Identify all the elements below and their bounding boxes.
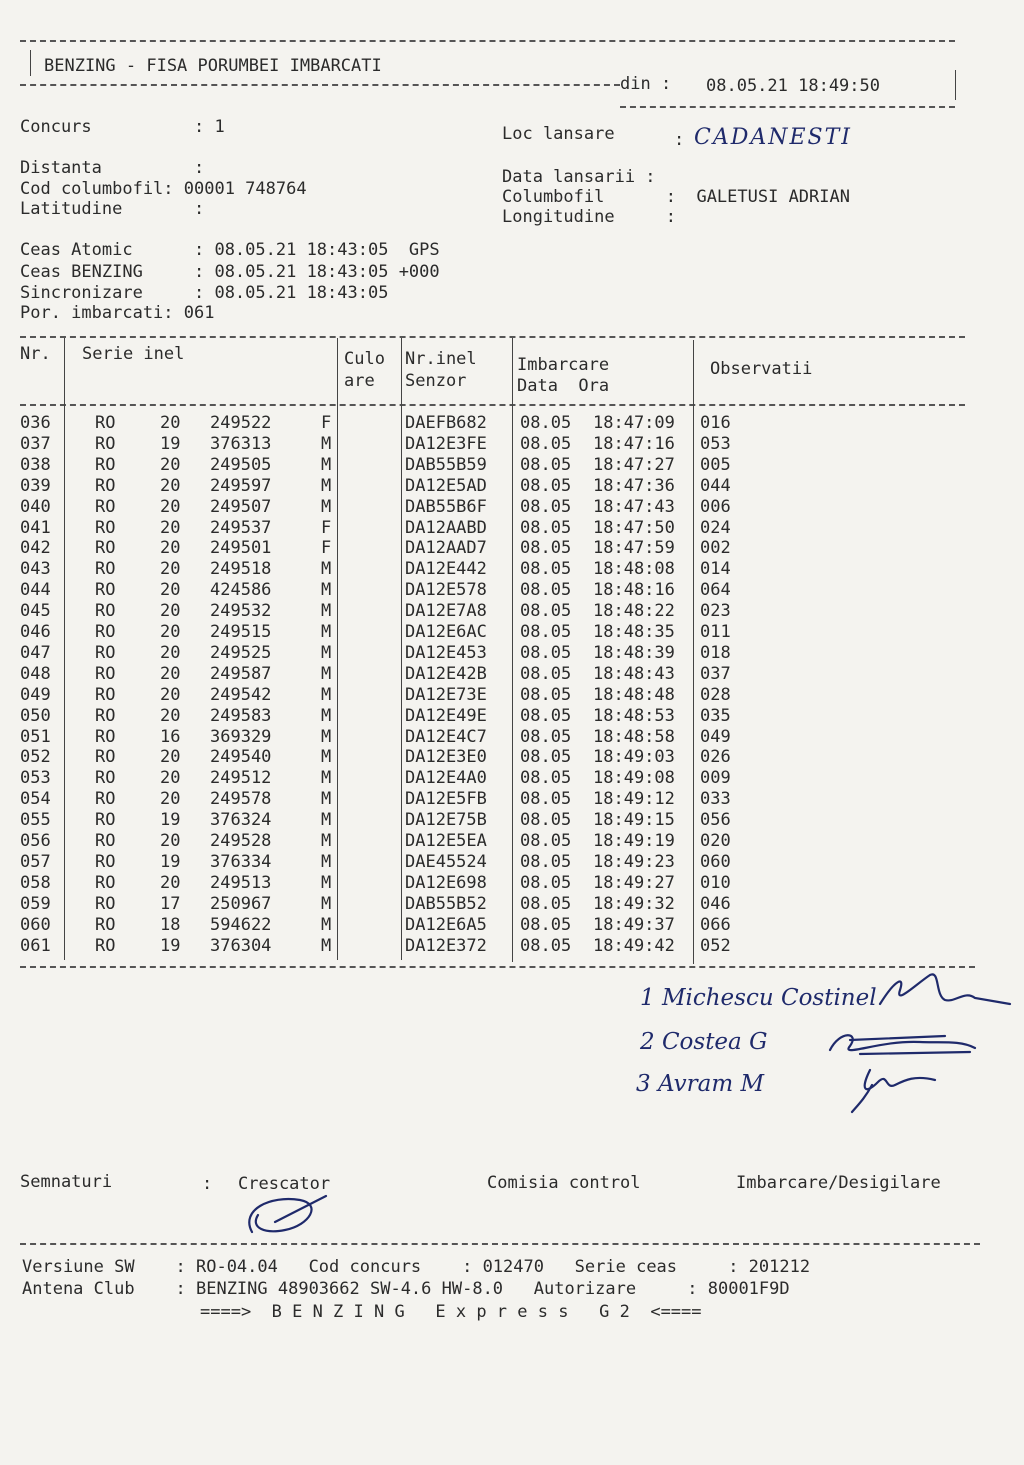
row-ring: 249518 xyxy=(210,559,272,580)
row-nr: 037 xyxy=(20,433,51,454)
ceas-atomic-line: Ceas Atomic : 08.05.21 18:43:05 GPS xyxy=(20,240,440,260)
row-sensor: DA12E49E xyxy=(405,705,487,726)
row-date: 08.05 xyxy=(520,413,572,433)
row-sensor: DA12E7A8 xyxy=(405,601,487,622)
row-year: 20 xyxy=(160,496,181,517)
row-time: 18:48:22 xyxy=(593,601,675,622)
row-time: 18:48:35 xyxy=(593,622,675,642)
row-observation: 066 xyxy=(700,914,731,935)
row-observation: 020 xyxy=(700,831,731,851)
row-sex: M xyxy=(321,642,332,663)
row-ring: 249540 xyxy=(210,747,272,768)
ceas-benzing-line: Ceas BENZING : 08.05.21 18:43:05 +000 xyxy=(20,262,440,282)
row-sensor: DA12E5AD xyxy=(405,475,487,496)
row-ring: 369329 xyxy=(210,726,272,747)
row-observation: 024 xyxy=(700,517,731,538)
row-date: 08.05 xyxy=(520,810,572,831)
row-year: 20 xyxy=(160,768,181,789)
row-sensor: DA12E4A0 xyxy=(405,768,487,789)
row-country: RO xyxy=(95,747,116,768)
row-ring: 249501 xyxy=(210,538,272,559)
row-sex: F xyxy=(321,413,332,433)
imbarcare-desigilare-label: Imbarcare/Desigilare xyxy=(736,1173,941,1193)
row-observation: 046 xyxy=(700,893,731,914)
row-observation: 014 xyxy=(700,559,731,580)
row-year: 20 xyxy=(160,413,181,433)
row-sex: M xyxy=(321,559,332,580)
row-ring: 249525 xyxy=(210,642,272,663)
row-country: RO xyxy=(95,475,116,496)
row-observation: 028 xyxy=(700,684,731,705)
row-date: 08.05 xyxy=(520,517,572,538)
row-date: 08.05 xyxy=(520,684,572,705)
row-sex: M xyxy=(321,684,332,705)
data-lansarii-line: Data lansarii : xyxy=(502,167,656,187)
row-country: RO xyxy=(95,517,116,538)
row-nr: 050 xyxy=(20,705,51,726)
row-observation: 018 xyxy=(700,642,731,663)
row-year: 20 xyxy=(160,789,181,810)
antena-line: Antena Club : BENZING 48903662 SW-4.6 HW-8.0 Autorizare : 80001F9D xyxy=(22,1279,790,1299)
row-country: RO xyxy=(95,705,116,726)
row-observation: 037 xyxy=(700,663,731,684)
row-nr: 047 xyxy=(20,642,51,663)
row-ring: 249522 xyxy=(210,413,272,433)
row-year: 20 xyxy=(160,475,181,496)
row-ring: 424586 xyxy=(210,580,272,601)
row-time: 18:47:43 xyxy=(593,496,675,517)
row-sensor: DA12E3E0 xyxy=(405,747,487,768)
row-date: 08.05 xyxy=(520,475,572,496)
row-date: 08.05 xyxy=(520,914,572,935)
loc-lansare-label: Loc lansare xyxy=(502,124,615,144)
row-year: 20 xyxy=(160,580,181,601)
row-nr: 036 xyxy=(20,413,51,433)
row-sex: M xyxy=(321,747,332,768)
row-date: 08.05 xyxy=(520,893,572,914)
semnaturi-label: Semnaturi xyxy=(20,1172,113,1192)
row-nr: 041 xyxy=(20,517,51,538)
row-time: 18:49:32 xyxy=(593,893,675,914)
row-country: RO xyxy=(95,872,116,893)
row-nr: 053 xyxy=(20,768,51,789)
row-date: 08.05 xyxy=(520,559,572,580)
row-time: 18:48:16 xyxy=(593,580,675,601)
row-country: RO xyxy=(95,413,116,433)
row-sensor: DA12E3FE xyxy=(405,433,487,454)
row-date: 08.05 xyxy=(520,496,572,517)
row-ring: 250967 xyxy=(210,893,272,914)
semnaturi-colon: : xyxy=(202,1174,213,1194)
col-senzor-header-2: Senzor xyxy=(405,371,467,391)
row-date: 08.05 xyxy=(520,601,572,622)
row-country: RO xyxy=(95,893,116,914)
crescator-label: Crescator xyxy=(238,1174,331,1194)
row-time: 18:48:39 xyxy=(593,642,675,663)
row-nr: 048 xyxy=(20,663,51,684)
row-time: 18:49:08 xyxy=(593,768,675,789)
cod-columbofil-line: Cod columbofil: 00001 748764 xyxy=(20,179,307,199)
row-year: 20 xyxy=(160,622,181,642)
row-country: RO xyxy=(95,789,116,810)
row-ring: 376313 xyxy=(210,433,272,454)
signature-2 xyxy=(830,1035,975,1054)
row-country: RO xyxy=(95,496,116,517)
row-observation: 009 xyxy=(700,768,731,789)
row-sensor: DA12AABD xyxy=(405,517,487,538)
row-observation: 026 xyxy=(700,747,731,768)
row-nr: 040 xyxy=(20,496,51,517)
row-nr: 049 xyxy=(20,684,51,705)
row-observation: 005 xyxy=(700,454,731,475)
comisia-control-label: Comisia control xyxy=(487,1173,641,1193)
row-country: RO xyxy=(95,935,116,956)
row-nr: 059 xyxy=(20,893,51,914)
row-sex: M xyxy=(321,705,332,726)
print-date-label: din : xyxy=(620,74,672,94)
row-country: RO xyxy=(95,433,116,454)
row-sex: M xyxy=(321,726,332,747)
row-ring: 249512 xyxy=(210,768,272,789)
row-sensor: DA12E75B xyxy=(405,810,487,831)
row-observation: 053 xyxy=(700,433,731,454)
row-time: 18:48:48 xyxy=(593,684,675,705)
row-time: 18:48:53 xyxy=(593,705,675,726)
row-year: 19 xyxy=(160,810,181,831)
row-ring: 249587 xyxy=(210,663,272,684)
row-sensor: DA12E698 xyxy=(405,872,487,893)
row-date: 08.05 xyxy=(520,747,572,768)
row-observation: 049 xyxy=(700,726,731,747)
row-observation: 056 xyxy=(700,810,731,831)
row-sensor: DA12E453 xyxy=(405,642,487,663)
row-date: 08.05 xyxy=(520,872,572,893)
row-sex: M xyxy=(321,810,332,831)
row-time: 18:49:37 xyxy=(593,914,675,935)
row-time: 18:47:59 xyxy=(593,538,675,559)
row-date: 08.05 xyxy=(520,622,572,642)
row-sensor: DA12E4C7 xyxy=(405,726,487,747)
row-nr: 045 xyxy=(20,601,51,622)
row-observation: 011 xyxy=(700,622,731,642)
sincronizare-line: Sincronizare : 08.05.21 18:43:05 xyxy=(20,283,389,303)
row-ring: 594622 xyxy=(210,914,272,935)
row-year: 19 xyxy=(160,935,181,956)
row-year: 20 xyxy=(160,831,181,851)
row-sensor: DA12E73E xyxy=(405,684,487,705)
row-time: 18:47:09 xyxy=(593,413,675,433)
row-nr: 044 xyxy=(20,580,51,601)
row-sex: M xyxy=(321,789,332,810)
row-date: 08.05 xyxy=(520,433,572,454)
row-nr: 058 xyxy=(20,872,51,893)
row-year: 17 xyxy=(160,893,181,914)
row-year: 20 xyxy=(160,663,181,684)
row-observation: 006 xyxy=(700,496,731,517)
commission-member-3: 3 Avram M xyxy=(636,1071,764,1097)
row-country: RO xyxy=(95,810,116,831)
row-date: 08.05 xyxy=(520,768,572,789)
row-ring: 249537 xyxy=(210,517,272,538)
row-sensor: DAB55B52 xyxy=(405,893,487,914)
row-ring: 249513 xyxy=(210,872,272,893)
row-ring: 249597 xyxy=(210,475,272,496)
col-culoare-header-2: are xyxy=(344,371,375,391)
row-ring: 249505 xyxy=(210,454,272,475)
row-sensor: DAB55B59 xyxy=(405,454,487,475)
concurs-line: Concurs : 1 xyxy=(20,117,225,137)
row-time: 18:49:12 xyxy=(593,789,675,810)
benzing-express-line: ====> B E N Z I N G E x p r e s s G 2 <==== xyxy=(200,1302,702,1322)
row-sex: M xyxy=(321,622,332,642)
row-time: 18:47:16 xyxy=(593,433,675,454)
row-year: 20 xyxy=(160,601,181,622)
row-sex: M xyxy=(321,475,332,496)
columbofil-line: Columbofil : GALETUSI ADRIAN xyxy=(502,187,850,207)
row-nr: 060 xyxy=(20,914,51,935)
row-nr: 057 xyxy=(20,851,51,872)
row-country: RO xyxy=(95,538,116,559)
row-year: 20 xyxy=(160,559,181,580)
row-country: RO xyxy=(95,622,116,642)
row-time: 18:49:23 xyxy=(593,851,675,872)
row-nr: 056 xyxy=(20,831,51,851)
row-nr: 046 xyxy=(20,622,51,642)
crescator-signature xyxy=(249,1196,326,1232)
row-sensor: DA12E5FB xyxy=(405,789,487,810)
col-imbarcare-header-2: Data Ora xyxy=(517,376,610,396)
row-country: RO xyxy=(95,768,116,789)
row-year: 20 xyxy=(160,705,181,726)
row-sex: M xyxy=(321,601,332,622)
row-year: 16 xyxy=(160,726,181,747)
row-date: 08.05 xyxy=(520,538,572,559)
row-country: RO xyxy=(95,642,116,663)
row-ring: 249532 xyxy=(210,601,272,622)
row-country: RO xyxy=(95,663,116,684)
row-sensor: DA12E5EA xyxy=(405,831,487,851)
row-sex: M xyxy=(321,914,332,935)
row-ring: 249507 xyxy=(210,496,272,517)
row-nr: 054 xyxy=(20,789,51,810)
row-date: 08.05 xyxy=(520,663,572,684)
row-year: 19 xyxy=(160,433,181,454)
row-nr: 038 xyxy=(20,454,51,475)
row-sex: M xyxy=(321,872,332,893)
row-country: RO xyxy=(95,851,116,872)
row-time: 18:48:43 xyxy=(593,663,675,684)
row-sex: M xyxy=(321,580,332,601)
row-ring: 249578 xyxy=(210,789,272,810)
loc-lansare-handwritten: CADANESTI xyxy=(694,125,852,150)
row-sensor: DA12E6A5 xyxy=(405,914,487,935)
row-time: 18:48:08 xyxy=(593,559,675,580)
row-date: 08.05 xyxy=(520,935,572,956)
row-ring: 249528 xyxy=(210,831,272,851)
signature-1 xyxy=(880,974,1010,1004)
print-date: 08.05.21 18:49:50 xyxy=(706,76,880,96)
row-time: 18:48:58 xyxy=(593,726,675,747)
row-sensor: DA12AAD7 xyxy=(405,538,487,559)
row-date: 08.05 xyxy=(520,851,572,872)
col-serie-header: Serie inel xyxy=(82,344,185,364)
distanta-line: Distanta : xyxy=(20,158,205,178)
row-date: 08.05 xyxy=(520,726,572,747)
row-observation: 052 xyxy=(700,935,731,956)
row-country: RO xyxy=(95,831,116,851)
commission-member-2: 2 Costea G xyxy=(640,1029,768,1055)
row-country: RO xyxy=(95,559,116,580)
col-culoare-header: Culo xyxy=(344,349,385,369)
row-observation: 016 xyxy=(700,413,731,433)
row-sex: M xyxy=(321,851,332,872)
row-ring: 376334 xyxy=(210,851,272,872)
row-date: 08.05 xyxy=(520,580,572,601)
row-country: RO xyxy=(95,914,116,935)
row-observation: 064 xyxy=(700,580,731,601)
row-observation: 023 xyxy=(700,601,731,622)
row-ring: 249542 xyxy=(210,684,272,705)
row-nr: 055 xyxy=(20,810,51,831)
row-year: 20 xyxy=(160,642,181,663)
row-year: 20 xyxy=(160,747,181,768)
row-time: 18:49:42 xyxy=(593,935,675,956)
row-sex: M xyxy=(321,935,332,956)
row-ring: 249515 xyxy=(210,622,272,642)
loc-lansare-colon: : xyxy=(674,130,685,150)
row-sensor: DA12E6AC xyxy=(405,622,487,642)
col-nr-header: Nr. xyxy=(20,344,51,364)
versiune-line: Versiune SW : RO-04.04 Cod concurs : 012470 Serie ceas : 201212 xyxy=(22,1257,811,1277)
row-year: 20 xyxy=(160,684,181,705)
row-time: 18:47:50 xyxy=(593,517,675,538)
row-year: 20 xyxy=(160,538,181,559)
row-sex: M xyxy=(321,663,332,684)
row-date: 08.05 xyxy=(520,642,572,663)
row-date: 08.05 xyxy=(520,789,572,810)
row-sensor: DA12E42B xyxy=(405,663,487,684)
row-nr: 042 xyxy=(20,538,51,559)
row-country: RO xyxy=(95,684,116,705)
row-time: 18:47:36 xyxy=(593,475,675,496)
row-year: 18 xyxy=(160,914,181,935)
row-nr: 043 xyxy=(20,559,51,580)
divider xyxy=(20,1243,980,1245)
commission-member-1: 1 Michescu Costinel xyxy=(640,985,877,1011)
row-country: RO xyxy=(95,454,116,475)
row-sensor: DAB55B6F xyxy=(405,496,487,517)
row-ring: 376324 xyxy=(210,810,272,831)
row-country: RO xyxy=(95,601,116,622)
row-sex: M xyxy=(321,454,332,475)
por-imbarcati-line: Por. imbarcati: 061 xyxy=(20,303,215,323)
col-imbarcare-header: Imbarcare xyxy=(517,355,610,375)
row-ring: 249583 xyxy=(210,705,272,726)
row-time: 18:49:03 xyxy=(593,747,675,768)
row-sensor: DAEFB682 xyxy=(405,413,487,433)
row-country: RO xyxy=(95,580,116,601)
signature-3 xyxy=(852,1070,935,1112)
row-observation: 044 xyxy=(700,475,731,496)
row-sensor: DA12E442 xyxy=(405,559,487,580)
row-nr: 039 xyxy=(20,475,51,496)
longitudine-line: Longitudine : xyxy=(502,207,676,227)
row-sex: F xyxy=(321,517,332,538)
row-nr: 052 xyxy=(20,747,51,768)
row-sex: F xyxy=(321,538,332,559)
row-nr: 051 xyxy=(20,726,51,747)
latitudine-line: Latitudine : xyxy=(20,199,205,219)
row-observation: 035 xyxy=(700,705,731,726)
row-sex: M xyxy=(321,496,332,517)
row-country: RO xyxy=(95,726,116,747)
row-year: 20 xyxy=(160,517,181,538)
row-observation: 002 xyxy=(700,538,731,559)
row-sensor: DA12E372 xyxy=(405,935,487,956)
row-observation: 033 xyxy=(700,789,731,810)
row-sensor: DA12E578 xyxy=(405,580,487,601)
col-senzor-header: Nr.inel xyxy=(405,349,477,369)
row-time: 18:49:27 xyxy=(593,872,675,893)
row-time: 18:49:15 xyxy=(593,810,675,831)
row-nr: 061 xyxy=(20,935,51,956)
col-observatii-header: Observatii xyxy=(710,359,813,379)
row-sex: M xyxy=(321,768,332,789)
row-sex: M xyxy=(321,433,332,454)
row-year: 20 xyxy=(160,872,181,893)
row-sex: M xyxy=(321,893,332,914)
row-year: 20 xyxy=(160,454,181,475)
row-year: 19 xyxy=(160,851,181,872)
row-time: 18:47:27 xyxy=(593,454,675,475)
row-date: 08.05 xyxy=(520,454,572,475)
row-date: 08.05 xyxy=(520,705,572,726)
sheet-title: BENZING - FISA PORUMBEI IMBARCATI xyxy=(44,56,382,76)
row-sensor: DAE45524 xyxy=(405,851,487,872)
row-date: 08.05 xyxy=(520,831,572,851)
row-time: 18:49:19 xyxy=(593,831,675,851)
row-observation: 060 xyxy=(700,851,731,872)
row-observation: 010 xyxy=(700,872,731,893)
row-ring: 376304 xyxy=(210,935,272,956)
row-sex: M xyxy=(321,831,332,851)
